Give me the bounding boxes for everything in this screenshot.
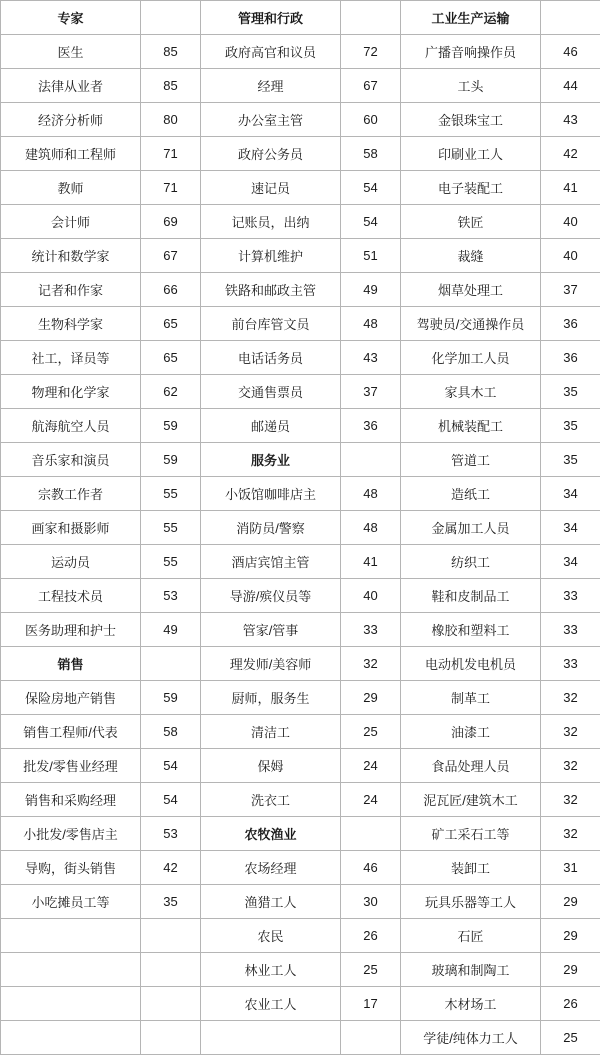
- occupation-score: 48: [341, 477, 401, 511]
- occupation-score: 54: [141, 783, 201, 817]
- table-row: [1, 681, 600, 715]
- empty-cell: [141, 953, 201, 987]
- table-row: [1, 579, 600, 613]
- occupation-score: 29: [541, 919, 600, 953]
- category-header-1: 管理和行政: [201, 1, 341, 35]
- occupation-label: 油漆工: [401, 715, 541, 749]
- empty-cell: [1, 953, 141, 987]
- occupation-score: 62: [141, 375, 201, 409]
- occupation-label: 统计和数学家: [1, 239, 141, 273]
- occupation-label: 洗衣工: [201, 783, 341, 817]
- table-row: [1, 783, 600, 817]
- empty-cell: [141, 919, 201, 953]
- occupation-label: 驾驶员/交通操作员: [401, 307, 541, 341]
- table-row: [1, 69, 600, 103]
- table-row: [1, 885, 600, 919]
- occupation-score: 51: [341, 239, 401, 273]
- occupation-label: 铁匠: [401, 205, 541, 239]
- occupation-score: 37: [341, 375, 401, 409]
- occupation-label: 销售工程师/代表: [1, 715, 141, 749]
- occupation-score: 43: [541, 103, 600, 137]
- occupation-label: 机械装配工: [401, 409, 541, 443]
- category-header-0: 销售: [1, 647, 141, 681]
- occupation-label: 画家和摄影师: [1, 511, 141, 545]
- occupation-label: 政府高官和议员: [201, 35, 341, 69]
- category-header-value-0: [141, 647, 201, 681]
- occupation-label: 林业工人: [201, 953, 341, 987]
- occupation-label: 宗教工作者: [1, 477, 141, 511]
- empty-cell: [1, 1021, 141, 1055]
- occupation-score: 53: [141, 579, 201, 613]
- occupation-label: 家具木工: [401, 375, 541, 409]
- occupation-score: 17: [341, 987, 401, 1021]
- occupation-score: 65: [141, 307, 201, 341]
- occupation-label: 政府公务员: [201, 137, 341, 171]
- occupation-score: 32: [541, 783, 600, 817]
- occupation-score: 48: [341, 307, 401, 341]
- occupation-score: 46: [341, 851, 401, 885]
- occupation-score: 43: [341, 341, 401, 375]
- empty-cell: [1, 987, 141, 1021]
- table-row: [1, 1021, 600, 1055]
- occupation-label: 销售和采购经理: [1, 783, 141, 817]
- table-row: [1, 103, 600, 137]
- occupation-score: 36: [341, 409, 401, 443]
- occupation-score: 59: [141, 443, 201, 477]
- occupation-score: 40: [341, 579, 401, 613]
- table-row: [1, 443, 600, 477]
- occupation-score: 54: [341, 171, 401, 205]
- occupation-label: 邮递员: [201, 409, 341, 443]
- table-row: [1, 919, 600, 953]
- occupation-score: 37: [541, 273, 600, 307]
- category-header-1: 服务业: [201, 443, 341, 477]
- occupation-score: 24: [341, 783, 401, 817]
- occupation-label: 批发/零售业经理: [1, 749, 141, 783]
- table-row: [1, 851, 600, 885]
- occupation-label: 生物科学家: [1, 307, 141, 341]
- occupation-score: 31: [541, 851, 600, 885]
- occupation-label: 小批发/零售店主: [1, 817, 141, 851]
- category-header-0: 专家: [1, 1, 141, 35]
- table-row: [1, 613, 600, 647]
- occupation-label: 理发师/美容师: [201, 647, 341, 681]
- occupation-label: 消防员/警察: [201, 511, 341, 545]
- occupation-label: 小吃摊员工等: [1, 885, 141, 919]
- occupation-score: 69: [141, 205, 201, 239]
- occupation-score: 85: [141, 69, 201, 103]
- occupation-label: 医务助理和护士: [1, 613, 141, 647]
- occupation-score: 30: [341, 885, 401, 919]
- empty-cell: [141, 1021, 201, 1055]
- occupation-label: 金银珠宝工: [401, 103, 541, 137]
- occupation-score: 35: [541, 409, 600, 443]
- occupation-score: 26: [341, 919, 401, 953]
- occupation-label: 交通售票员: [201, 375, 341, 409]
- occupation-score: 34: [541, 545, 600, 579]
- occupation-score: 85: [141, 35, 201, 69]
- occupation-label: 矿工采石工等: [401, 817, 541, 851]
- occupation-label: 制革工: [401, 681, 541, 715]
- occupation-score: 35: [541, 443, 600, 477]
- occupation-label: 玻璃和制陶工: [401, 953, 541, 987]
- grid-body: [1, 1, 600, 1055]
- occupation-label: 造纸工: [401, 477, 541, 511]
- occupation-score: 42: [541, 137, 600, 171]
- occupation-score: 33: [541, 647, 600, 681]
- occupation-score: 35: [541, 375, 600, 409]
- occupation-score: 65: [141, 341, 201, 375]
- occupation-label: 烟草处理工: [401, 273, 541, 307]
- occupation-label: 泥瓦匠/建筑木工: [401, 783, 541, 817]
- occupation-score: 71: [141, 171, 201, 205]
- occupation-label: 电动机发电机员: [401, 647, 541, 681]
- table-row: [1, 205, 600, 239]
- occupation-label: 小饭馆咖啡店主: [201, 477, 341, 511]
- category-header-value-1: [341, 1, 401, 35]
- occupation-score: 53: [141, 817, 201, 851]
- occupation-label: 装卸工: [401, 851, 541, 885]
- occupation-score: 72: [341, 35, 401, 69]
- category-header-value-1: [341, 443, 401, 477]
- occupation-score: 80: [141, 103, 201, 137]
- occupation-label: 计算机维护: [201, 239, 341, 273]
- occupation-score: 66: [141, 273, 201, 307]
- occupation-score: 29: [341, 681, 401, 715]
- occupation-score: 40: [541, 239, 600, 273]
- occupation-score: 26: [541, 987, 600, 1021]
- occupation-label: 音乐家和演员: [1, 443, 141, 477]
- occupation-score: 59: [141, 409, 201, 443]
- table-row: [1, 953, 600, 987]
- category-header-value-2: [541, 1, 600, 35]
- occupation-label: 运动员: [1, 545, 141, 579]
- occupation-label: 建筑师和工程师: [1, 137, 141, 171]
- occupation-score: 32: [541, 715, 600, 749]
- occupation-score: 33: [541, 579, 600, 613]
- occupation-score: 34: [541, 511, 600, 545]
- table-row: [1, 239, 600, 273]
- occupation-score: 33: [541, 613, 600, 647]
- table-row: [1, 817, 600, 851]
- occupation-score: 67: [341, 69, 401, 103]
- occupation-score: 32: [541, 681, 600, 715]
- table-row: [1, 715, 600, 749]
- occupation-label: 教师: [1, 171, 141, 205]
- occupation-score: 33: [341, 613, 401, 647]
- occupation-score: 29: [541, 953, 600, 987]
- occupation-label: 记账员，出纳: [201, 205, 341, 239]
- table-row: [1, 171, 600, 205]
- occupation-label: 学徒/纯体力工人: [401, 1021, 541, 1055]
- table-row: [1, 749, 600, 783]
- occupation-label: 会计师: [1, 205, 141, 239]
- occupation-score: 60: [341, 103, 401, 137]
- occupation-label: 导购，街头销售: [1, 851, 141, 885]
- occupation-label: 铁路和邮政主管: [201, 273, 341, 307]
- occupation-label: 清洁工: [201, 715, 341, 749]
- occupation-score: 71: [141, 137, 201, 171]
- occupation-label: 玩具乐器等工人: [401, 885, 541, 919]
- occupation-label: 裁缝: [401, 239, 541, 273]
- occupation-label: 导游/殡仪员等: [201, 579, 341, 613]
- table-row: [1, 137, 600, 171]
- occupation-label: 酒店宾馆主管: [201, 545, 341, 579]
- occupation-label: 厨师，服务生: [201, 681, 341, 715]
- occupation-score: 36: [541, 341, 600, 375]
- occupation-label: 前台库管文员: [201, 307, 341, 341]
- occupation-label: 木材场工: [401, 987, 541, 1021]
- occupation-label: 农业工人: [201, 987, 341, 1021]
- occupation-label: 记者和作家: [1, 273, 141, 307]
- occupation-score: 49: [141, 613, 201, 647]
- table-row: [1, 511, 600, 545]
- occupation-score: 25: [341, 715, 401, 749]
- occupation-score: 32: [541, 817, 600, 851]
- occupation-score: 48: [341, 511, 401, 545]
- occupation-label: 经济分析师: [1, 103, 141, 137]
- empty-cell: [201, 1021, 341, 1055]
- occupation-label: 医生: [1, 35, 141, 69]
- occupation-score: 25: [341, 953, 401, 987]
- occupation-label: 法律从业者: [1, 69, 141, 103]
- empty-cell: [141, 987, 201, 1021]
- occupation-label: 农民: [201, 919, 341, 953]
- occupation-label: 管道工: [401, 443, 541, 477]
- occupation-label: 航海航空人员: [1, 409, 141, 443]
- table-row: [1, 477, 600, 511]
- occupation-score: 58: [141, 715, 201, 749]
- table-row: [1, 1, 600, 35]
- occupation-label: 电话话务员: [201, 341, 341, 375]
- occupation-score: 67: [141, 239, 201, 273]
- occupation-score: 54: [141, 749, 201, 783]
- table-row: [1, 987, 600, 1021]
- occupation-label: 速记员: [201, 171, 341, 205]
- occupation-score: 24: [341, 749, 401, 783]
- occupation-label: 工程技术员: [1, 579, 141, 613]
- occupation-score: 32: [341, 647, 401, 681]
- occupation-score: 49: [341, 273, 401, 307]
- occupation-score: 35: [141, 885, 201, 919]
- table-row: [1, 647, 600, 681]
- occupation-score: 58: [341, 137, 401, 171]
- category-header-value-1: [341, 817, 401, 851]
- table-row: [1, 35, 600, 69]
- occupation-label: 社工，译员等: [1, 341, 141, 375]
- occupation-score: 55: [141, 477, 201, 511]
- occupation-score: 25: [541, 1021, 600, 1055]
- table-row: [1, 545, 600, 579]
- occupation-score: 55: [141, 511, 201, 545]
- occupation-label: 广播音响操作员: [401, 35, 541, 69]
- occupation-score: 41: [541, 171, 600, 205]
- occupation-label: 纺织工: [401, 545, 541, 579]
- occupation-label: 农场经理: [201, 851, 341, 885]
- occupation-label: 工头: [401, 69, 541, 103]
- category-header-2: 工业生产运输: [401, 1, 541, 35]
- occupation-score: 41: [341, 545, 401, 579]
- occupation-label: 金属加工人员: [401, 511, 541, 545]
- table-row: [1, 409, 600, 443]
- occupation-label: 保险房地产销售: [1, 681, 141, 715]
- occupation-score: 32: [541, 749, 600, 783]
- occupation-label: 化学加工人员: [401, 341, 541, 375]
- occupation-label: 物理和化学家: [1, 375, 141, 409]
- occupation-score: 59: [141, 681, 201, 715]
- occupation-label: 鞋和皮制品工: [401, 579, 541, 613]
- occupation-label: 渔猎工人: [201, 885, 341, 919]
- table-row: [1, 341, 600, 375]
- category-header-value-0: [141, 1, 201, 35]
- occupation-label: 经理: [201, 69, 341, 103]
- occupation-score: 36: [541, 307, 600, 341]
- occupation-label: 食品处理人员: [401, 749, 541, 783]
- occupation-score: 40: [541, 205, 600, 239]
- category-header-1: 农牧渔业: [201, 817, 341, 851]
- occupation-label: 印刷业工人: [401, 137, 541, 171]
- occupation-label: 橡胶和塑料工: [401, 613, 541, 647]
- occupation-score: 42: [141, 851, 201, 885]
- occupation-label: 石匠: [401, 919, 541, 953]
- occupation-label: 电子装配工: [401, 171, 541, 205]
- occupation-score: 29: [541, 885, 600, 919]
- occupation-score: 46: [541, 35, 600, 69]
- occupation-label: 保姆: [201, 749, 341, 783]
- occupation-label: 管家/管事: [201, 613, 341, 647]
- table-row: [1, 307, 600, 341]
- occupation-score: 55: [141, 545, 201, 579]
- table-row: [1, 273, 600, 307]
- occupation-score: 54: [341, 205, 401, 239]
- occupation-score: 44: [541, 69, 600, 103]
- occupation-score: 34: [541, 477, 600, 511]
- table-row: [1, 375, 600, 409]
- empty-cell: [1, 919, 141, 953]
- occupation-label: 办公室主管: [201, 103, 341, 137]
- empty-cell: [341, 1021, 401, 1055]
